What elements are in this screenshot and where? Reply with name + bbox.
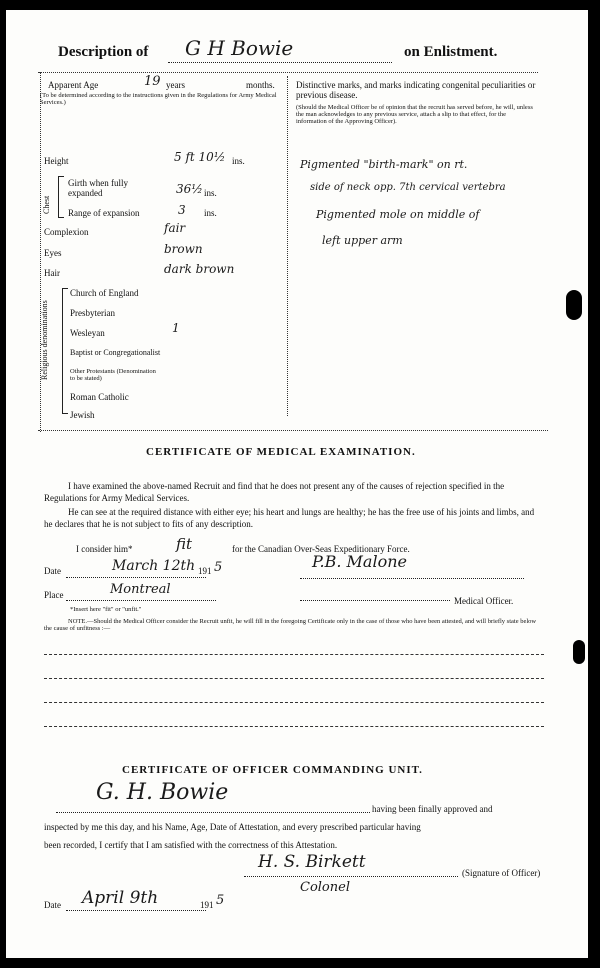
hair-value: dark brown — [164, 262, 235, 276]
recruit-name: G H Bowie — [185, 36, 294, 60]
top-rule — [38, 72, 538, 73]
place-label: Place — [44, 590, 64, 600]
medical-date-label: Date — [44, 566, 61, 576]
religion-church-of-england: Church of England — [70, 288, 139, 298]
distinctive-marks-label: Distinctive marks, and marks indicating congenital peculiarities or previous disease. — [296, 80, 536, 100]
distinctive-marks-note: (Should the Medical Officer be of opinion that the recruit has served before, he will, unless the man acknowledges to any previous service, attach a slip to that effect, for the information of the Approving Officer). — [296, 104, 533, 125]
unfit-cause-line-3 — [44, 702, 544, 703]
medical-officer-label: Medical Officer. — [454, 596, 514, 606]
medical-signature-line — [300, 578, 524, 579]
medical-year-value: 5 — [214, 560, 223, 575]
consider-suffix: for the Canadian Over-Seas Expeditionary Force. — [232, 544, 410, 554]
medical-officer-line — [300, 600, 450, 601]
consider-prefix: I consider him* — [76, 544, 133, 554]
height-value: 5 ft 10½ — [174, 150, 226, 164]
marks-line-3: Pigmented mole on middle of — [316, 208, 480, 221]
religion-mark: 1 — [172, 321, 180, 335]
unfit-cause-line-1 — [44, 654, 544, 655]
header-suffix: on Enlistment. — [404, 44, 498, 60]
religion-presbyterian: Presbyterian — [70, 308, 115, 318]
officer-signature-line — [244, 876, 458, 877]
age-note: (To be determined according to the instructions given in the Regulations for Army Medical Services.) — [40, 92, 277, 106]
officer-certificate-title: CERTIFICATE OF OFFICER COMMANDING UNIT. — [122, 764, 423, 776]
fit-footnote: *Insert here "fit" or "unfit." — [70, 606, 142, 613]
medical-year-prefix: 191 — [198, 566, 212, 576]
scan-edge-top — [0, 0, 600, 10]
place-line — [66, 600, 216, 601]
religion-wesleyan: Wesleyan — [70, 328, 105, 338]
officer-year-value: 5 — [216, 893, 225, 908]
punch-hole-2 — [573, 640, 585, 664]
scan-edge-left — [0, 0, 6, 968]
scan-edge-right — [588, 0, 600, 968]
officer-line-3: been recorded, I certify that I am satisfied with the correctness of this Attestation. — [44, 840, 338, 850]
officer-name-line — [56, 812, 370, 813]
officer-recruit-name: G. H. Bowie — [96, 780, 229, 805]
header-name-line — [168, 62, 392, 63]
expansion-ins: ins. — [204, 208, 217, 218]
girth-label: Girth when fully expanded — [68, 178, 128, 198]
medical-certificate-title: CERTIFICATE OF MEDICAL EXAMINATION. — [146, 446, 416, 458]
apparent-age-label: Apparent Age — [48, 80, 99, 90]
unfit-cause-line-4 — [44, 726, 544, 727]
marks-line-1: Pigmented "birth-mark" on rt. — [300, 158, 468, 171]
chest-brace — [58, 176, 64, 218]
officer-date-value: April 9th — [82, 888, 159, 908]
medical-officer-signature: P.B. Malone — [312, 552, 407, 571]
medical-date-value: March 12th — [112, 558, 196, 574]
column-divider — [287, 76, 288, 416]
religion-baptist: Baptist or Congregationalist — [70, 348, 161, 357]
religion-roman-catholic: Roman Catholic — [70, 392, 129, 402]
officer-line-1-suffix: having been finally approved and — [372, 804, 493, 814]
mid-rule — [38, 430, 548, 431]
marks-line-2: side of neck opp. 7th cervical vertebra — [310, 182, 506, 193]
unfit-cause-line-2 — [44, 678, 544, 679]
complexion-label: Complexion — [44, 227, 89, 237]
punch-hole-1 — [566, 290, 582, 320]
consider-value: fit — [176, 535, 193, 553]
medical-para-2: He can see at the required distance with either eye; his heart and lungs are healthy; he has the free use of his joints and limbs, and he declares that he is not subject to fits of any description. — [44, 507, 535, 529]
religions-label: Religious denominations — [40, 300, 49, 380]
religion-jewish: Jewish — [70, 410, 95, 420]
complexion-value: fair — [164, 221, 186, 235]
place-value: Montreal — [110, 582, 171, 597]
eyes-value: brown — [164, 242, 203, 256]
months-label: months. — [246, 80, 275, 90]
commanding-officer-signature: H. S. Birkett — [258, 852, 366, 872]
officer-line-2: inspected by me this day, and his Name, Age, Date of Attestation, and every prescribed particular having — [44, 822, 421, 832]
marks-line-4: left upper arm — [322, 234, 403, 247]
religion-other-protestants: Other Protestants (Denomination to be stated) — [70, 368, 156, 382]
expansion-label: Range of expansion — [68, 208, 140, 218]
girth-ins: ins. — [204, 188, 217, 198]
hair-label: Hair — [44, 268, 60, 278]
height-ins: ins. — [232, 156, 245, 166]
unfit-note: NOTE.—Should the Medical Officer consider the Recruit unfit, he will fill in the foregoing Certificate only in the case of those who have been attested, and will briefly state below the cause of unfitness :— — [44, 618, 537, 632]
years-label: years — [166, 80, 185, 90]
officer-date-label: Date — [44, 900, 61, 910]
age-value: 19 — [144, 74, 161, 89]
religions-brace — [62, 288, 68, 414]
height-label: Height — [44, 156, 69, 166]
chest-label: Chest — [42, 195, 51, 214]
scan-edge-bottom — [0, 958, 600, 968]
signature-of-officer-label: (Signature of Officer) — [462, 868, 541, 878]
medical-para-1: I have examined the above-named Recruit and find that he does not present any of the causes of rejection specified in the Regulations for Army Medical Services. — [44, 481, 505, 503]
officer-year-prefix: 191 — [200, 900, 214, 910]
girth-value: 36½ — [176, 182, 203, 196]
officer-rank: Colonel — [300, 880, 350, 895]
expansion-value: 3 — [178, 203, 186, 217]
eyes-label: Eyes — [44, 248, 62, 258]
header-prefix: Description of — [58, 44, 149, 60]
medical-date-line — [66, 577, 206, 578]
officer-date-line — [66, 910, 206, 911]
